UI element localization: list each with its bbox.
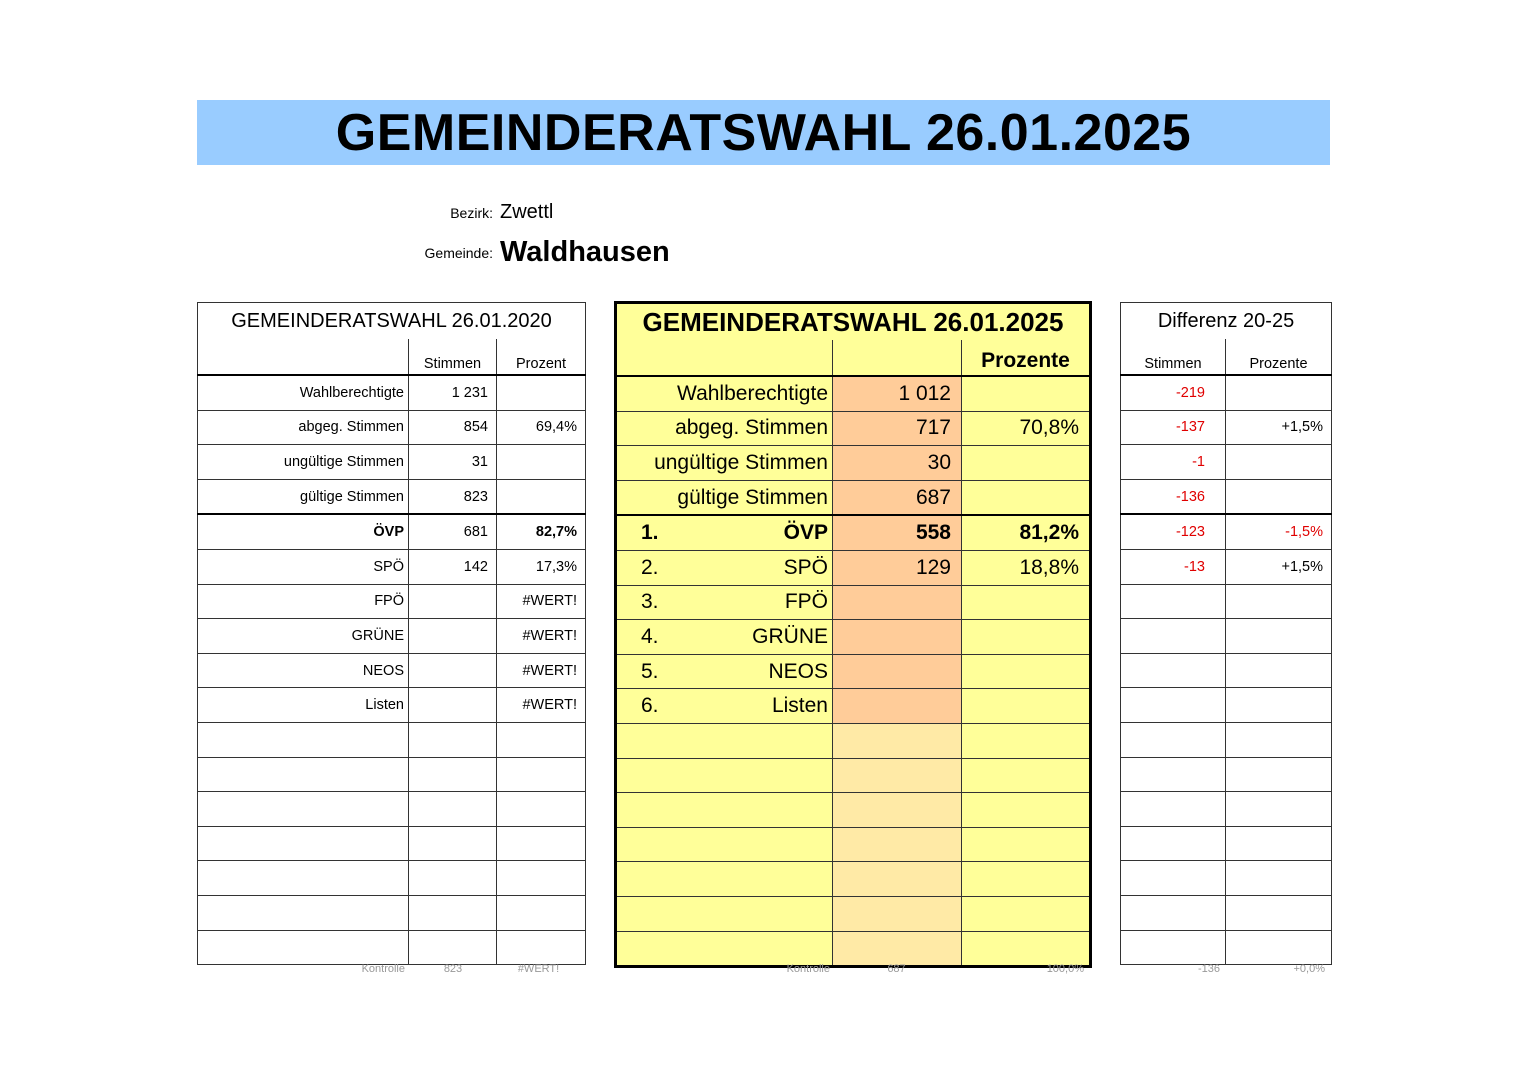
- row-label: [198, 861, 409, 896]
- votes-cell: 687: [833, 480, 962, 515]
- votes-diff-cell: -123: [1121, 514, 1226, 549]
- row-label: [616, 620, 833, 655]
- control-label-2025: Kontrolle: [786, 963, 830, 975]
- percent-cell: [497, 792, 586, 827]
- row-label: ungültige Stimmen: [198, 445, 409, 480]
- votes-cell: 142: [409, 549, 497, 584]
- party-label: abgeg. Stimmen: [675, 416, 828, 440]
- rank-number: 4.: [641, 624, 659, 648]
- percent-diff-cell: [1226, 653, 1332, 688]
- percent-cell: #WERT!: [497, 653, 586, 688]
- votes-cell: [833, 585, 962, 620]
- percent-cell: 18,8%: [962, 550, 1091, 585]
- party-label: FPÖ: [784, 590, 828, 614]
- percent-diff-cell: [1226, 375, 1332, 410]
- percent-cell: [497, 445, 586, 480]
- votes-cell: 1 012: [833, 376, 962, 411]
- votes-cell: [409, 688, 497, 723]
- percent-cell: [962, 376, 1091, 411]
- table-row: [1121, 445, 1332, 480]
- row-label: [616, 480, 833, 515]
- table-row: [1121, 619, 1332, 654]
- table-row: [198, 688, 586, 723]
- percent-cell: [962, 793, 1091, 828]
- percent-cell: [962, 689, 1091, 724]
- table-row: [198, 930, 586, 965]
- percent-cell: [497, 757, 586, 792]
- percent-cell: [962, 654, 1091, 689]
- page-banner: [197, 100, 1330, 165]
- percent-cell: 17,3%: [497, 549, 586, 584]
- table-row: [616, 446, 1091, 481]
- control-pct-2025: 100,0%: [1046, 963, 1084, 975]
- votes-header: Stimmen: [1121, 339, 1226, 375]
- votes-diff-cell: [1121, 722, 1226, 757]
- table-row: [198, 410, 586, 445]
- votes-diff-cell: -13: [1121, 549, 1226, 584]
- votes-diff-cell: [1121, 930, 1226, 965]
- difference-table: [1120, 302, 1332, 965]
- row-label: [616, 585, 833, 620]
- row-label: [616, 411, 833, 446]
- row-label: Listen: [198, 688, 409, 723]
- table-row: [1121, 826, 1332, 861]
- rank-number: 1.: [641, 521, 659, 545]
- percent-cell: [497, 375, 586, 410]
- percent-cell: #WERT!: [497, 584, 586, 619]
- votes-cell: [833, 931, 962, 967]
- votes-cell: 717: [833, 411, 962, 446]
- percent-diff-cell: [1226, 792, 1332, 827]
- percent-cell: 82,7%: [497, 514, 586, 549]
- party-label: gültige Stimmen: [677, 485, 828, 509]
- row-label: gültige Stimmen: [198, 479, 409, 514]
- party-label: Listen: [771, 694, 828, 718]
- results-2025-title: GEMEINDERATSWAHL 26.01.2025: [616, 303, 1091, 341]
- percent-diff-cell: +1,5%: [1226, 549, 1332, 584]
- percent-cell: 69,4%: [497, 410, 586, 445]
- percent-diff-cell: [1226, 826, 1332, 861]
- votes-diff-cell: -1: [1121, 445, 1226, 480]
- table-row: [616, 931, 1091, 967]
- table-row: [198, 757, 586, 792]
- percent-diff-cell: [1226, 861, 1332, 896]
- percent-cell: #WERT!: [497, 688, 586, 723]
- table-row: [198, 514, 586, 549]
- results-2020-table: [197, 302, 586, 965]
- percent-diff-cell: [1226, 895, 1332, 930]
- percent-cell: #WERT!: [497, 619, 586, 654]
- votes-cell: [409, 584, 497, 619]
- votes-cell: 31: [409, 445, 497, 480]
- control-pct-diff: +0,0%: [1293, 963, 1325, 975]
- row-label: [616, 758, 833, 793]
- row-label: ÖVP: [198, 514, 409, 549]
- percent-cell: [962, 827, 1091, 862]
- table-row: [198, 479, 586, 514]
- table-row: [616, 376, 1091, 411]
- table-row: [198, 619, 586, 654]
- table-row: [616, 411, 1091, 446]
- party-label: NEOS: [768, 659, 828, 683]
- table-row: [1121, 757, 1332, 792]
- percent-diff-cell: -1,5%: [1226, 514, 1332, 549]
- table-row: [1121, 549, 1332, 584]
- row-label: [616, 376, 833, 411]
- percent-cell: [497, 861, 586, 896]
- percent-diff-cell: [1226, 930, 1332, 965]
- row-label: [198, 757, 409, 792]
- row-label: [616, 654, 833, 689]
- results-2020-title: GEMEINDERATSWAHL 26.01.2020: [198, 303, 586, 340]
- table-row: [1121, 895, 1332, 930]
- votes-cell: 681: [409, 514, 497, 549]
- row-label: [616, 446, 833, 481]
- percent-diff-cell: [1226, 688, 1332, 723]
- percent-header: Prozente: [1226, 339, 1332, 375]
- page-title: GEMEINDERATSWAHL 26.01.2025: [335, 103, 1192, 162]
- rank-number: 3.: [641, 590, 659, 614]
- row-label: [616, 723, 833, 758]
- party-label: Wahlberechtigte: [677, 381, 828, 405]
- row-label: GRÜNE: [198, 619, 409, 654]
- table-row: [1121, 722, 1332, 757]
- table-row: [1121, 861, 1332, 896]
- votes-cell: [409, 826, 497, 861]
- votes-cell: 558: [833, 515, 962, 550]
- percent-cell: 81,2%: [962, 515, 1091, 550]
- row-label: [616, 515, 833, 550]
- party-label: GRÜNE: [752, 624, 828, 648]
- votes-cell: [833, 827, 962, 862]
- table-row: [198, 549, 586, 584]
- percent-header: Prozent: [497, 339, 586, 375]
- votes-diff-cell: -137: [1121, 410, 1226, 445]
- row-label: abgeg. Stimmen: [198, 410, 409, 445]
- control-label-2020: Kontrolle: [361, 963, 405, 975]
- votes-diff-cell: [1121, 688, 1226, 723]
- votes-diff-cell: [1121, 826, 1226, 861]
- row-label: [616, 550, 833, 585]
- percent-cell: [497, 826, 586, 861]
- percent-header: Prozente: [962, 340, 1091, 376]
- votes-cell: [833, 654, 962, 689]
- table-row: [616, 793, 1091, 828]
- table-row: [198, 792, 586, 827]
- table-row: [198, 861, 586, 896]
- difference-title: Differenz 20-25: [1121, 303, 1332, 340]
- votes-cell: 1 231: [409, 375, 497, 410]
- table-row: [1121, 930, 1332, 965]
- control-votes-diff: -136: [1197, 963, 1220, 975]
- table-row: [1121, 375, 1332, 410]
- percent-diff-cell: [1226, 479, 1332, 514]
- row-label: SPÖ: [198, 549, 409, 584]
- votes-cell: [409, 653, 497, 688]
- control-pct-2020: #WERT!: [517, 963, 560, 975]
- table-row: [198, 895, 586, 930]
- row-label: Wahlberechtigte: [198, 375, 409, 410]
- row-label: [198, 895, 409, 930]
- row-label: [616, 827, 833, 862]
- percent-cell: [962, 758, 1091, 793]
- table-row: [1121, 653, 1332, 688]
- percent-diff-cell: [1226, 445, 1332, 480]
- row-label: [616, 896, 833, 931]
- votes-cell: [833, 896, 962, 931]
- row-label: [616, 689, 833, 724]
- votes-cell: [833, 620, 962, 655]
- table-row: [616, 480, 1091, 515]
- votes-cell: [833, 862, 962, 897]
- table-row: [616, 689, 1091, 724]
- table-row: [616, 862, 1091, 897]
- votes-cell: [833, 758, 962, 793]
- votes-cell: [409, 722, 497, 757]
- votes-cell: [409, 861, 497, 896]
- table-row: [1121, 584, 1332, 619]
- votes-diff-cell: [1121, 792, 1226, 827]
- table-row: [616, 827, 1091, 862]
- votes-cell: [833, 723, 962, 758]
- table-row: [1121, 688, 1332, 723]
- table-row: [616, 515, 1091, 550]
- percent-cell: [497, 722, 586, 757]
- table-row: [616, 550, 1091, 585]
- percent-diff-cell: [1226, 722, 1332, 757]
- table-row: [616, 654, 1091, 689]
- row-label: [616, 931, 833, 967]
- table-row: [616, 620, 1091, 655]
- votes-cell: [409, 930, 497, 965]
- percent-cell: 70,8%: [962, 411, 1091, 446]
- votes-cell: [409, 895, 497, 930]
- percent-cell: [497, 930, 586, 965]
- control-votes-2020: 823: [443, 963, 463, 975]
- percent-cell: [962, 620, 1091, 655]
- table-row: [616, 723, 1091, 758]
- percent-cell: [962, 723, 1091, 758]
- table-row: [198, 826, 586, 861]
- votes-header: Stimmen: [409, 339, 497, 375]
- table-row: [198, 653, 586, 688]
- table-row: [1121, 479, 1332, 514]
- row-label: NEOS: [198, 653, 409, 688]
- percent-diff-cell: [1226, 584, 1332, 619]
- votes-cell: [409, 792, 497, 827]
- votes-diff-cell: [1121, 653, 1226, 688]
- table-row: [616, 896, 1091, 931]
- table-row: [198, 584, 586, 619]
- votes-cell: 854: [409, 410, 497, 445]
- table-row: [198, 445, 586, 480]
- votes-cell: [833, 793, 962, 828]
- votes-diff-cell: -136: [1121, 479, 1226, 514]
- votes-diff-cell: [1121, 757, 1226, 792]
- bezirk-value: Zwettl: [500, 201, 554, 223]
- percent-cell: [962, 585, 1091, 620]
- table-row: [616, 585, 1091, 620]
- row-label: [616, 793, 833, 828]
- party-label: SPÖ: [783, 555, 828, 579]
- table-row: [1121, 410, 1332, 445]
- control-votes-2025: 687: [887, 963, 906, 975]
- row-label: [198, 792, 409, 827]
- bezirk-label: Bezirk:: [450, 205, 493, 221]
- row-label: FPÖ: [198, 584, 409, 619]
- rank-number: 2.: [641, 555, 659, 579]
- votes-cell: 30: [833, 446, 962, 481]
- votes-diff-cell: [1121, 619, 1226, 654]
- table-row: [1121, 514, 1332, 549]
- percent-cell: [962, 896, 1091, 931]
- party-label: ungültige Stimmen: [654, 450, 828, 474]
- percent-diff-cell: [1226, 619, 1332, 654]
- rank-number: 5.: [641, 659, 659, 683]
- votes-cell: 129: [833, 550, 962, 585]
- percent-cell: [962, 480, 1091, 515]
- row-label: [616, 862, 833, 897]
- percent-cell: [962, 931, 1091, 967]
- votes-diff-cell: [1121, 861, 1226, 896]
- gemeinde-value: Waldhausen: [500, 236, 670, 268]
- party-label: ÖVP: [783, 521, 828, 545]
- votes-diff-cell: [1121, 895, 1226, 930]
- votes-cell: [409, 619, 497, 654]
- table-row: [198, 722, 586, 757]
- results-2025-table: [614, 301, 1092, 968]
- percent-cell: [962, 862, 1091, 897]
- row-label: [198, 930, 409, 965]
- percent-cell: [497, 479, 586, 514]
- percent-cell: [497, 895, 586, 930]
- rank-number: 6.: [641, 694, 659, 718]
- table-row: [616, 758, 1091, 793]
- votes-cell: 823: [409, 479, 497, 514]
- gemeinde-label: Gemeinde:: [424, 245, 493, 261]
- votes-diff-cell: [1121, 584, 1226, 619]
- votes-cell: [833, 689, 962, 724]
- percent-cell: [962, 446, 1091, 481]
- table-row: [1121, 792, 1332, 827]
- votes-diff-cell: -219: [1121, 375, 1226, 410]
- votes-cell: [409, 757, 497, 792]
- percent-diff-cell: +1,5%: [1226, 410, 1332, 445]
- row-label: [198, 722, 409, 757]
- table-row: [198, 375, 586, 410]
- percent-diff-cell: [1226, 757, 1332, 792]
- row-label: [198, 826, 409, 861]
